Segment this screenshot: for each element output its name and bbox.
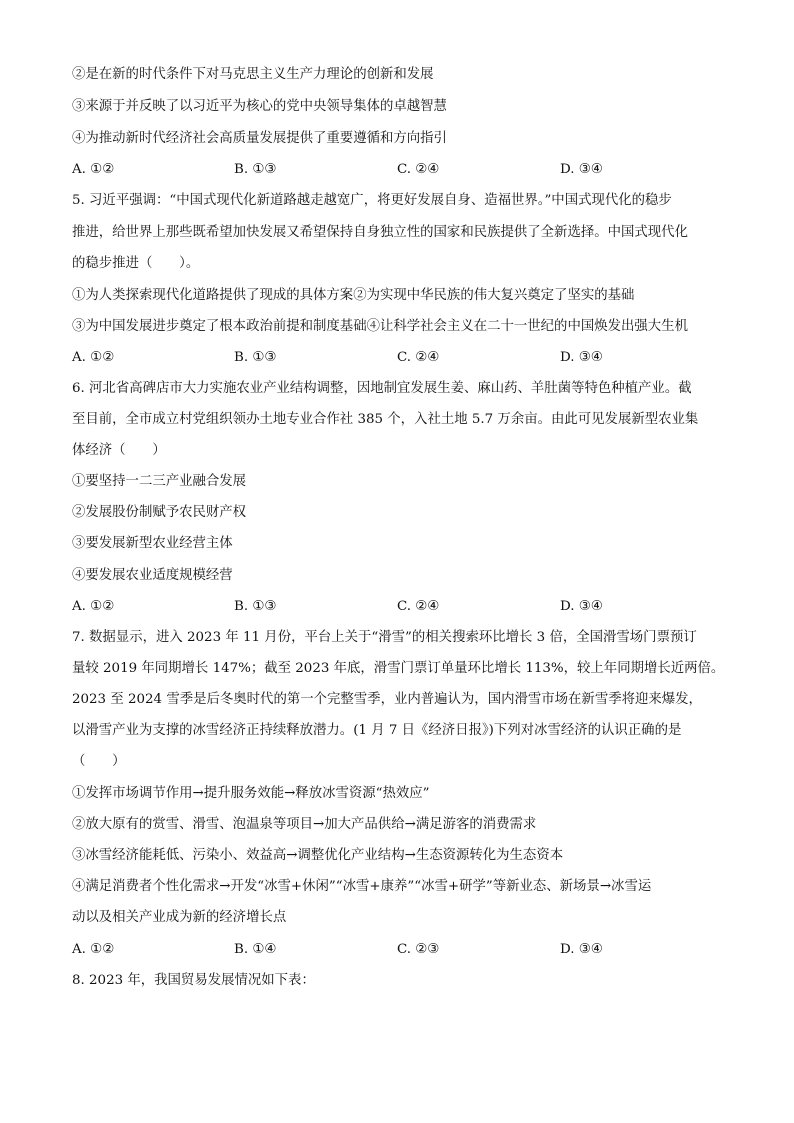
q7-stem-line-2: 量较 2019 年同期增长 147%；截至 2023 年底，滑雪门票订单量环比增长 113%，较上年同期增长近两倍。	[72, 661, 725, 676]
q6-statement-3: ③要发展新型农业经营主体	[72, 536, 233, 551]
q5-statements-3-4: ③为中国发展进步奠定了根本政治前提和制度基础④让科学社会主义在二十一世纪的中国焕发出强大生机	[72, 319, 688, 334]
q5-option-a[interactable]: A. ①②	[72, 350, 115, 365]
q6-stem-line-1: 6. 河北省高碑店市大力实施农业产业结构调整，因地制宜发展生姜、麻山药、羊肚菌等特色种植产业。截	[72, 381, 692, 396]
q4-statement-4: ④为推动新时代经济社会高质量发展提供了重要遵循和方向指引	[72, 131, 447, 146]
q7-stem-line-1: 7. 数据显示，进入 2023 年 11 月份，平台上关于“滑雪”的相关搜索环比增长 3 倍，全国滑雪场门票预订	[72, 630, 697, 645]
q6-option-a[interactable]: A. ①②	[72, 599, 115, 614]
q6-statement-2: ②发展股份制赋予农民财产权	[72, 505, 247, 520]
q4-option-a[interactable]: A. ①②	[72, 162, 115, 177]
q7-statement-4-line-2: 动以及相关产业成为新的经济增长点	[72, 910, 287, 925]
q5-stem-line-3: 的稳步推进（ ）。	[72, 256, 200, 271]
q7-statement-1: ①发挥市场调节作用→提升服务效能→释放冰雪资源“热效应”	[72, 786, 430, 801]
q7-stem-line-4: 以滑雪产业为支撑的冰雪经济正持续释放潜力。(1 月 7 日《经济日报》)下列对冰雪经济的认识正确的是	[72, 723, 682, 738]
q5-option-d[interactable]: D. ③④	[560, 350, 603, 365]
q7-option-b[interactable]: B. ①④	[234, 942, 277, 957]
q7-options	[72, 940, 732, 960]
q7-option-a[interactable]: A. ①②	[72, 942, 115, 957]
q8-stem: 8. 2023 年，我国贸易发展情况如下表：	[72, 973, 315, 988]
q4-statement-2: ②是在新的时代条件下对马克思主义生产力理论的创新和发展	[72, 67, 434, 82]
q5-option-b[interactable]: B. ①③	[234, 350, 277, 365]
q7-stem-line-5: （ ）	[72, 754, 126, 769]
q5-options	[72, 348, 732, 368]
q4-statement-3: ③来源于并反映了以习近平为核心的党中央领导集体的卓越智慧	[72, 99, 447, 114]
q7-stem-line-3: 2023 至 2024 雪季是后冬奥时代的第一个完整雪季，业内普遍认为，国内滑雪市场在新雪季将迎来爆发，	[72, 692, 702, 707]
q4-option-d[interactable]: D. ③④	[560, 162, 603, 177]
q6-option-d[interactable]: D. ③④	[560, 599, 603, 614]
q6-stem-line-3: 体经济（ ）	[72, 443, 166, 458]
q7-option-d[interactable]: D. ③④	[560, 942, 603, 957]
q7-statement-2: ②放大原有的赏雪、滑雪、泡温泉等项目→加大产品供给→满足游客的消费需求	[72, 817, 537, 832]
q6-statement-4: ④要发展农业适度规模经营	[72, 568, 233, 583]
q5-stem-line-1: 5. 习近平强调：“中国式现代化新道路越走越宽广，将更好发展自身、造福世界。”中国式现代化的稳步	[72, 193, 672, 208]
q4-option-c[interactable]: C. ②④	[397, 162, 440, 177]
q6-option-c[interactable]: C. ②④	[397, 599, 440, 614]
q7-statement-3: ③冰雪经济能耗低、污染小、效益高→调整优化产业结构→生态资源转化为生态资本	[72, 848, 564, 863]
q5-statements-1-2: ①为人类探索现代化道路提供了现成的具体方案②为实现中华民族的伟大复兴奠定了坚实的基础	[72, 288, 635, 303]
q6-statement-1: ①要坚持一二三产业融合发展	[72, 474, 247, 489]
q6-options	[72, 597, 732, 617]
q6-option-b[interactable]: B. ①③	[234, 599, 277, 614]
q5-stem-line-2: 推进，给世界上那些既希望加快发展又希望保持自身独立性的国家和民族提供了全新选择。中国式现代化	[72, 225, 688, 240]
q4-option-b[interactable]: B. ①③	[234, 162, 277, 177]
q7-statement-4-line-1: ④满足消费者个性化需求→开发“冰雪+休闲”“冰雪+康养”“冰雪+研学”等新业态、新场景→冰雪运	[72, 879, 652, 894]
q6-stem-line-2: 至目前，全市成立村党组织领办土地专业合作社 385 个，入社土地 5.7 万余亩。由此可见发展新型农业集	[72, 412, 699, 427]
q5-option-c[interactable]: C. ②④	[397, 350, 440, 365]
q7-option-c[interactable]: C. ②③	[397, 942, 440, 957]
q4-options	[72, 160, 732, 180]
